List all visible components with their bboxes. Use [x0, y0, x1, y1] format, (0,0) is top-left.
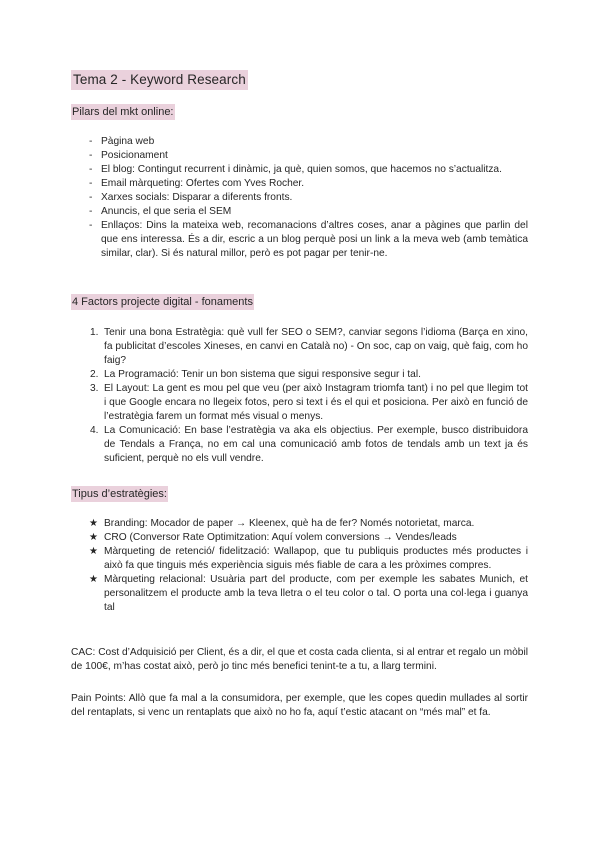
- list-item: ★ CRO (Conversor Rate Optimitzation: Aquí volem conversions → Vendes/leads: [89, 532, 457, 543]
- list-item: ★ Branding: Mocador de paper → Kleenex, què ha de fer? Només notorietat, marca.: [89, 518, 475, 529]
- list-item: - El blog: Contingut recurrent i dinàmic, ja què, quien somos, que hacemos no s’actualitza.: [89, 164, 502, 175]
- list-item: - Email màrqueting: Ofertes com Yves Rocher.: [89, 178, 305, 189]
- strategies-heading: Tipus d’estratègies:: [72, 488, 167, 500]
- pillars-list: [71, 135, 528, 261]
- star-icon: ★: [89, 518, 98, 529]
- list-item: - Enllaços: Dins la mateixa web, recomanacions d’altres coses, anar a pàgines que parlin del que ens interessa. És a dir, escric a un blog perquè posi un link a la meva web (amb temàtica similar, clar). Si és natural millor, però es pot pagar per tenir-ne.: [89, 220, 528, 259]
- star-icon: ★: [89, 546, 98, 557]
- cac-paragraph: CAC: Cost d’Adquisició per Client, és a dir, el que et costa cada clienta, si al entrar et regalo un mòbil de 100€, m’has costat això, però jo tinc més benefici tenint-te a tu, a llarg termini.: [71, 647, 528, 672]
- pillars-heading: Pilars del mkt online:: [72, 106, 174, 118]
- factors-list: [74, 326, 528, 466]
- list-item: ★ Màrqueting relacional: Usuària part del producte, com per exemple les sabates Munich, et personalitzem el producte amb la teva lletra o el teu color o tal. O porta una col·lega i guanya tal: [89, 574, 528, 613]
- list-item: 3. El Layout: La gent es mou pel que veu (per això Instagram triomfa tant) i no pel que llegim tot i que Google encara no llegeix fotos, pero si text i és el qui et posiciona. Per això en funció de l’estratègia farem un format més visual o menys.: [90, 383, 528, 422]
- list-item: - Posicionament: [89, 150, 168, 161]
- list-item: - Xarxes socials: Disparar a diferents fronts.: [89, 192, 293, 203]
- page-title: Tema 2 - Keyword Research: [71, 70, 248, 90]
- pain-points-paragraph: Pain Points: Allò que fa mal a la consumidora, per exemple, que les copes quedin mullades al sortir del rentaplats, si venc un rentaplats que això no ho fa, aquí t’estic atacant on “més mal” et fa.: [71, 693, 528, 718]
- factors-heading: 4 Factors projecte digital - fonaments: [72, 296, 253, 308]
- list-item: - Anuncis, el que seria el SEM: [89, 206, 232, 217]
- list-item: 4. La Comunicació: En base l’estratègia va aka els objectius. Per exemple, busco distribuidora de Tendals a França, no em cal una comunicació amb fotos de tendals amb un text ja és suficient, perquè no els vull vendre.: [90, 425, 528, 464]
- star-icon: ★: [89, 532, 98, 543]
- strategies-list: [74, 517, 528, 615]
- list-item: 1. Tenir una bona Estratègia: què vull fer SEO o SEM?, canviar segons l’idioma (Barça en xino, fa publicitat d’escoles Xineses, en canvi en Català no) - On soc, cap on vaig, què faig, com ho faig?: [90, 327, 528, 366]
- list-item: - Pàgina web: [89, 136, 155, 147]
- star-icon: ★: [89, 574, 98, 585]
- list-item: ★ Màrqueting de retenció/ fidelització: Wallapop, que tu publiquis productes més productes i això fa que tinguis més experiència siguis més fiable de cara a les pròximes compres.: [89, 546, 528, 571]
- list-item: 2. La Programació: Tenir un bon sistema que sigui responsive segur i tal.: [90, 369, 421, 380]
